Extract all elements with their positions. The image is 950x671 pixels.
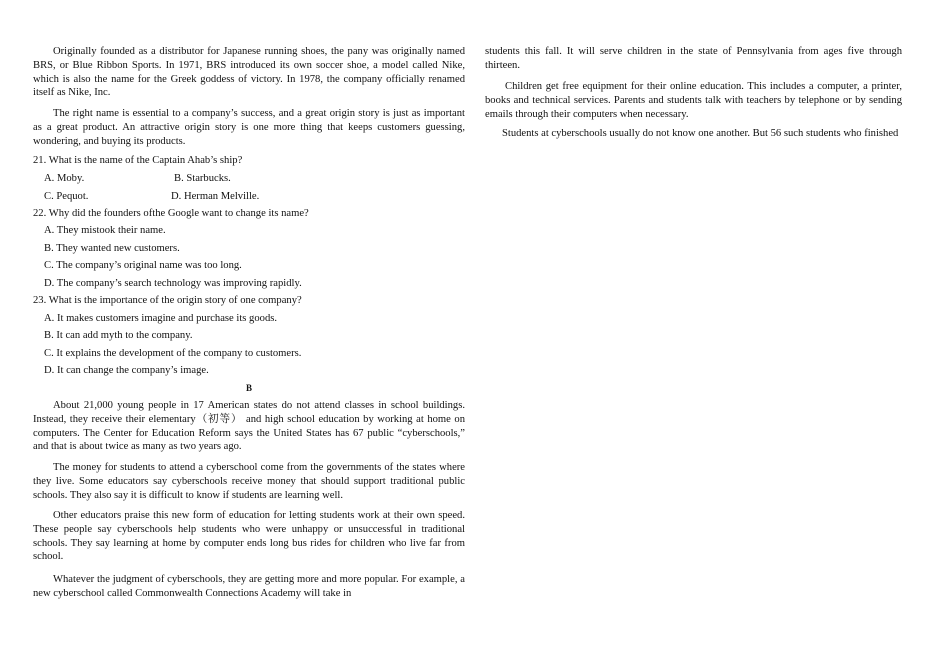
q23-option-a: A. It makes customers imagine and purchase its goods. [44,313,278,324]
b-paragraph-2: The money for students to attend a cyberschool come from the governments of the states where they live. Some educators say cyberschools receive money that should support traditional public schools. They also say it is difficult to know if students are learning well. [33,462,465,501]
section-b-heading: B [245,383,252,393]
q22-option-d: D. The company’s search technology was improving rapidly. [44,278,302,289]
q22-option-a: A. They mistook their name. [44,225,166,236]
q21-option-b: B. Starbucks. [174,173,231,184]
question-23: 23. What is the importance of the origin story of one company? [33,295,302,306]
q21-option-d: D. Herman Melville. [171,191,260,202]
q21-option-a: A. Moby. [44,173,85,184]
question-22: 22. Why did the founders ofthe Google want to change its name? [33,208,309,219]
intro-paragraph-2: The right name is essential to a company’s success, and a great origin story is just as important as a great product. An attractive origin story is one more thing that keeps customers guessing, wondering, and buying its products. [33,108,465,147]
right-paragraph-2: Students at cyberschools usually do not know one another. But 56 such students who finished [502,128,899,139]
q21-option-c: C. Pequot. [44,191,89,202]
b-paragraph-1: About 21,000 young people in 17 American states do not attend classes in school buildings. Instead, they receive their elementary（初等） and high school education by working at home on computers. The Center for Education Reform says the United States has 67 public “cyberschools,” and that is about twice as many as two years ago. [33,400,465,453]
intro-paragraph-1: Originally founded as a distributor for Japanese running shoes, the pany was originally named BRS, or Blue Ribbon Sports. In 1971, BRS introduced its own soccer shoe, a model called Nike, which is also the name for the Greek goddess of victory. In 1978, the company officially renamed itself as Nike, Inc. [33,46,465,99]
q23-option-d: D. It can change the company’s image. [44,365,209,376]
b-paragraph-4: Whatever the judgment of cyberschools, they are getting more and more popular. For example, a new cyberschool called Commonwealth Connections Academy will take in [33,574,465,599]
question-21: 21. What is the name of the Captain Ahab’s ship? [33,155,243,166]
q23-option-b: B. It can add myth to the company. [44,330,193,341]
q22-option-c: C. The company’s original name was too long. [44,260,242,271]
b-paragraph-3: Other educators praise this new form of education for letting students work at their own speed. These people say cyberschools help students who were unhappy or unsuccessful in traditional schools. They say learning at home by computer ends long bus rides for children who live far from school. [33,510,465,563]
continued-paragraph: students this fall. It will serve children in the state of Pennsylvania from ages five through thirteen. [485,46,902,71]
q23-option-c: C. It explains the development of the company to customers. [44,348,302,359]
right-paragraph-1: Children get free equipment for their online education. This includes a computer, a printer, books and technical services. Parents and students talk with teachers by telephone or by sending emails through their computers when necessary. [485,81,902,120]
q22-option-b: B. They wanted new customers. [44,243,180,254]
